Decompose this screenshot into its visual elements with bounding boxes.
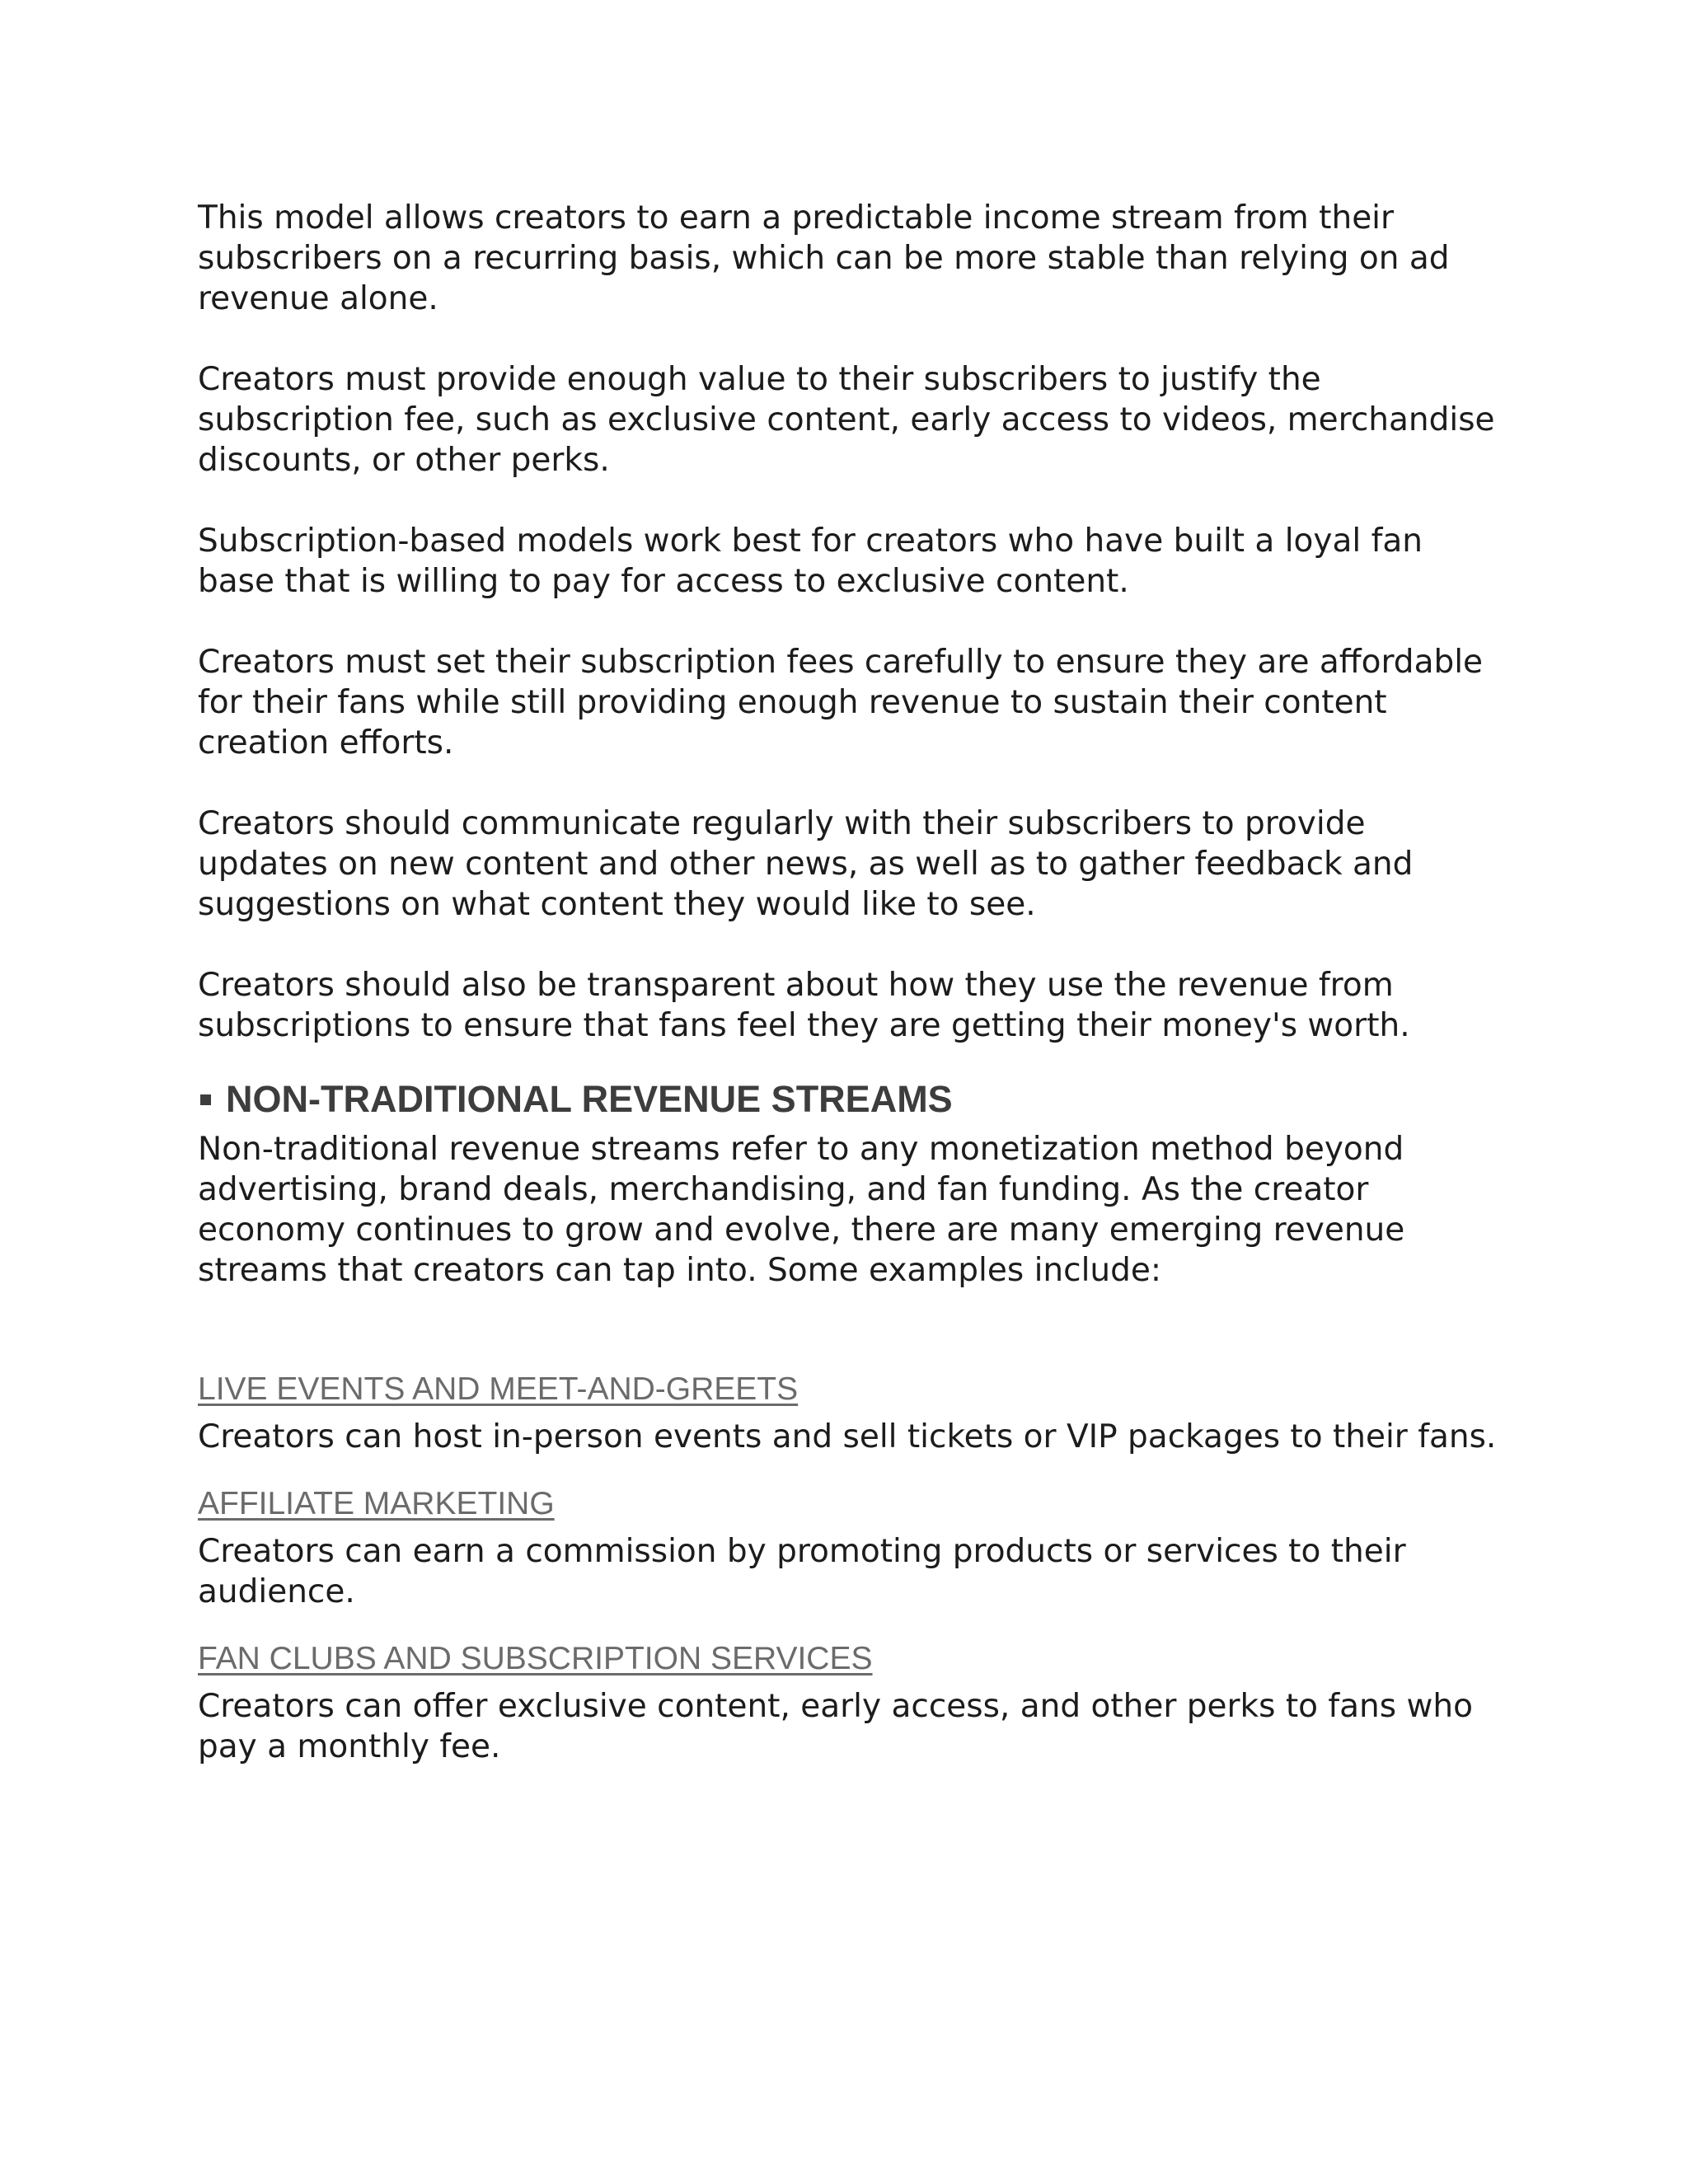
section-heading: [198, 1076, 1500, 1122]
item-text-live-events: Creators can host in-person events and sell tickets or VIP packages to their fans.: [198, 1418, 1497, 1455]
paragraph-loyal-fan-base: Subscription-based models work best for creators who have built a loyal fan base that is willing to pay for access to exclusive content.: [198, 523, 1423, 600]
section-intro: Non-traditional revenue streams refer to any monetization method beyond advertising, brand deals, merchandising, and fan funding. As the creator economy continues to grow and evolve, there are many emerging revenue streams that creators can tap into. Some examples include:: [198, 1131, 1405, 1289]
list-item: [198, 1371, 1500, 1457]
paragraph-provide-value: Creators must provide enough value to their subscribers to justify the subscription fee, such as exclusive content, early access to videos, merchandise discounts, or other perks.: [198, 361, 1495, 479]
item-title-fan-clubs[interactable]: FAN CLUBS AND SUBSCRIPTION SERVICES: [198, 1641, 873, 1676]
paragraph-transparency: Creators should also be transparent about how they use the revenue from subscriptions to ensure that fans feel they are getting their money's worth.: [198, 967, 1410, 1044]
list-item: [198, 1485, 1500, 1612]
item-text-affiliate-marketing: Creators can earn a commission by promoting products or services to their audience.: [198, 1533, 1406, 1610]
list-item: [198, 1640, 1500, 1767]
item-title-live-events[interactable]: LIVE EVENTS AND MEET-AND-GREETS: [198, 1371, 799, 1407]
paragraph-communicate: Creators should communicate regularly with their subscribers to provide updates on new content and other news, as well as to gather feedback and suggestions on what content they would like to see.: [198, 805, 1414, 923]
item-text-fan-clubs: Creators can offer exclusive content, early access, and other perks to fans who pay a monthly fee.: [198, 1688, 1473, 1765]
item-title-affiliate-marketing[interactable]: AFFILIATE MARKETING: [198, 1486, 555, 1521]
paragraph-recurring-income: This model allows creators to earn a predictable income stream from their subscribers on a recurring basis, which can be more stable than relying on ad revenue alone.: [198, 199, 1450, 317]
page-content: [198, 198, 1500, 1795]
square-bullet-icon: [200, 1094, 211, 1105]
paragraph-set-fees: Creators must set their subscription fees carefully to ensure they are affordable for their fans while still providing enough revenue to sustain their content creation efforts.: [198, 644, 1484, 762]
section-heading-text: NON-TRADITIONAL REVENUE STREAMS: [226, 1078, 953, 1120]
